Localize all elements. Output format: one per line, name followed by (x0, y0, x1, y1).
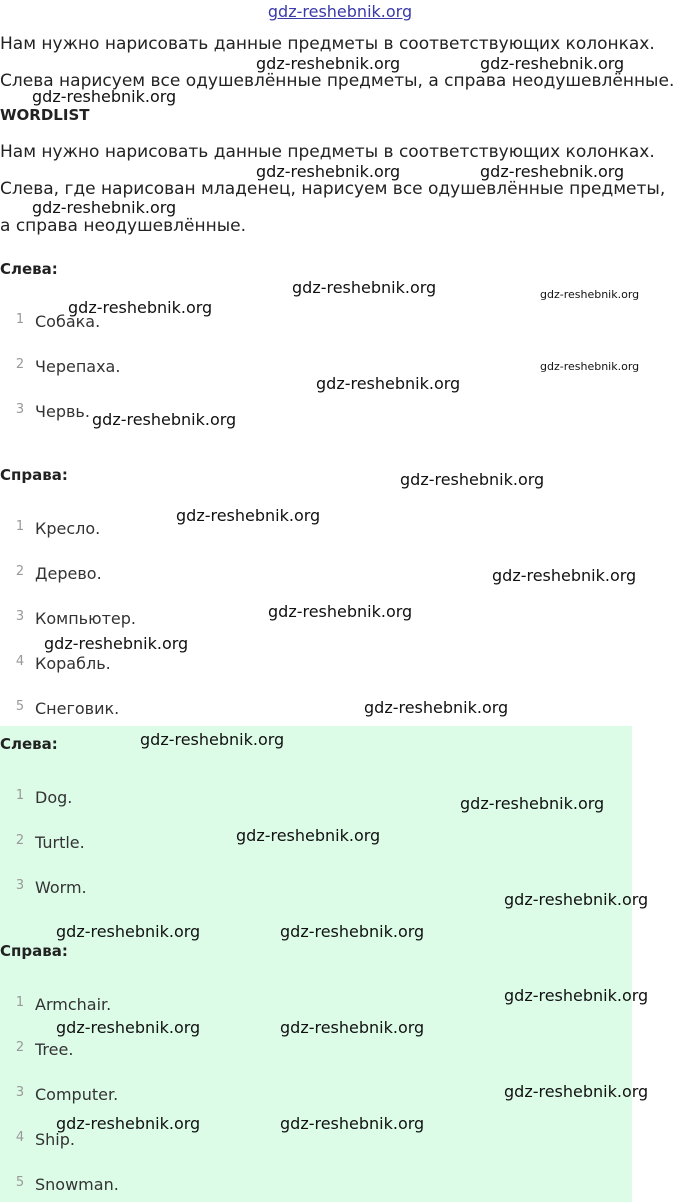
watermark: gdz-reshebnik.org (56, 922, 201, 941)
watermark: gdz-reshebnik.org (504, 1082, 649, 1101)
watermark: gdz-reshebnik.org (316, 374, 461, 393)
watermark: gdz-reshebnik.org (32, 87, 177, 106)
watermark: gdz-reshebnik.org (480, 54, 625, 73)
intro-paragraph: Нам нужно нарисовать данные предметы в соответствующих колонках. Слева нарисуем все одушевлённые предметы, а справа неодушевлённые. (0, 34, 675, 91)
item-number: 1 (15, 519, 25, 534)
watermark: gdz-reshebnik.org (400, 470, 545, 489)
watermark: gdz-reshebnik.org (256, 162, 401, 181)
item-text: Armchair. (35, 995, 112, 1014)
watermark: gdz-reshebnik.org (56, 1114, 201, 1133)
item-text: Ship. (35, 1130, 75, 1149)
item-text: Компьютер. (35, 609, 136, 628)
item-number: 4 (15, 654, 25, 669)
item-text: Дерево. (35, 564, 102, 583)
watermark: gdz-reshebnik.org (480, 162, 625, 181)
watermark: gdz-reshebnik.org (292, 278, 437, 297)
item-text: Червь. (35, 402, 90, 421)
watermark: gdz-reshebnik.org (540, 288, 640, 301)
watermark: gdz-reshebnik.org (140, 730, 285, 749)
watermark: gdz-reshebnik.org (268, 602, 413, 621)
item-number: 5 (15, 699, 25, 714)
watermark: gdz-reshebnik.org (460, 794, 605, 813)
watermark: gdz-reshebnik.org (32, 198, 177, 217)
item-text: Черепаха. (35, 357, 121, 376)
item-number: 5 (15, 1175, 25, 1190)
ru-right-label: Справа: (0, 466, 68, 484)
item-text: Snowman. (35, 1175, 119, 1194)
wordlist-paragraph: Нам нужно нарисовать данные предметы в соответствующих колонках. Слева, где нарисован младенец, нарисуем все одушевлённые предметы, а справа неодушевлённые. (0, 142, 666, 236)
watermark: gdz-reshebnik.org (540, 360, 640, 373)
watermark: gdz-reshebnik.org (44, 634, 189, 653)
watermark: gdz-reshebnik.org (236, 826, 381, 845)
watermark: gdz-reshebnik.org (68, 298, 213, 317)
watermark: gdz-reshebnik.org (280, 922, 425, 941)
item-number: 3 (15, 1085, 25, 1100)
item-number: 3 (15, 609, 25, 624)
en-right-label: Справа: (0, 942, 68, 960)
watermark: gdz-reshebnik.org (364, 698, 509, 717)
site-link[interactable]: gdz-reshebnik.org (267, 2, 413, 21)
item-text: Turtle. (35, 833, 85, 852)
item-number: 3 (15, 402, 25, 417)
item-text: Worm. (35, 878, 87, 897)
watermark: gdz-reshebnik.org (504, 890, 649, 909)
watermark: gdz-reshebnik.org (256, 54, 401, 73)
watermark: gdz-reshebnik.org (176, 506, 321, 525)
item-text: Tree. (35, 1040, 74, 1059)
item-number: 3 (15, 878, 25, 893)
en-left-label: Слева: (0, 735, 58, 753)
item-text: Computer. (35, 1085, 119, 1104)
item-number: 4 (15, 1130, 25, 1145)
watermark: gdz-reshebnik.org (280, 1114, 425, 1133)
item-text: Собака. (35, 312, 101, 331)
item-number: 2 (15, 1040, 25, 1055)
ru-left-label: Слева: (0, 260, 58, 278)
item-number: 1 (15, 788, 25, 803)
item-text: Кресло. (35, 519, 101, 538)
watermark: gdz-reshebnik.org (280, 1018, 425, 1037)
item-number: 1 (15, 995, 25, 1010)
watermark: gdz-reshebnik.org (56, 1018, 201, 1037)
item-number: 2 (15, 833, 25, 848)
item-text: Снеговик. (35, 699, 120, 718)
wordlist-heading: WORDLIST (0, 106, 90, 124)
watermark: gdz-reshebnik.org (492, 566, 637, 585)
watermark: gdz-reshebnik.org (92, 410, 237, 429)
item-number: 1 (15, 312, 25, 327)
watermark: gdz-reshebnik.org (504, 986, 649, 1005)
item-number: 2 (15, 357, 25, 372)
item-text: Dog. (35, 788, 73, 807)
item-number: 2 (15, 564, 25, 579)
item-text: Корабль. (35, 654, 111, 673)
